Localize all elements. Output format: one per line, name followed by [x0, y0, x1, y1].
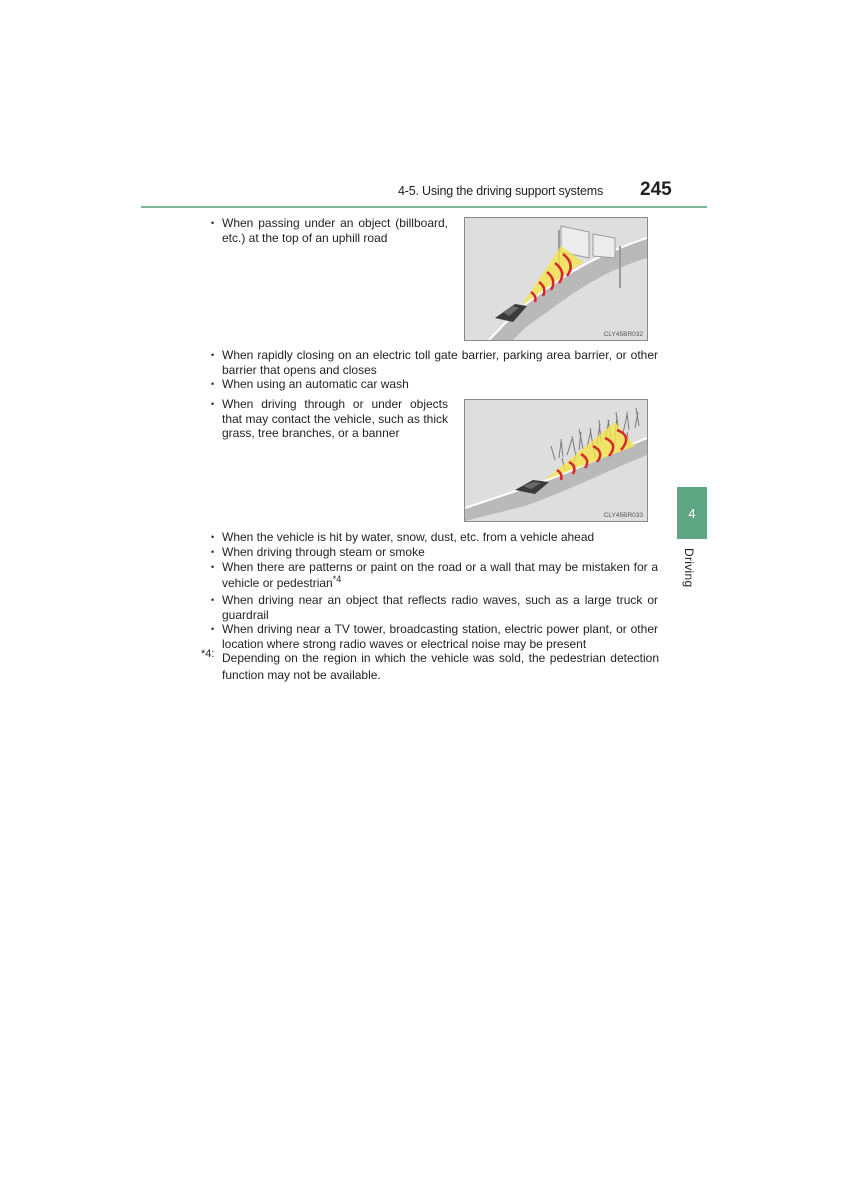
footnote-marker: *4:	[201, 648, 215, 660]
footnote-reference[interactable]: *4	[332, 574, 342, 584]
list-item-text: When there are patterns or paint on the road or a wall that may be mistaken for a vehicle or pedestrian	[222, 560, 658, 590]
list-item	[211, 216, 448, 245]
bullet: •	[211, 379, 215, 389]
footnote	[201, 650, 659, 684]
list-item-text: When driving near a TV tower, broadcasting station, electric power plant, or other location where strong radio waves or electrical noise may be present	[222, 622, 658, 651]
figure-code: CLY45BR032	[603, 331, 643, 338]
list-item-text: When driving near an object that reflects radio waves, such as a large truck or guardrail	[222, 593, 658, 622]
list-item-text: When rapidly closing on an electric toll gate barrier, parking area barrier, or other barrier that opens and closes	[222, 348, 658, 377]
bullet: •	[211, 399, 215, 409]
bullet: •	[211, 595, 215, 605]
section-title: 4-5. Using the driving support systems	[398, 184, 603, 198]
list-item	[211, 377, 658, 392]
chapter-label: Driving	[682, 548, 696, 588]
list-item	[211, 530, 658, 545]
list-item	[211, 545, 658, 560]
footnote-text: Depending on the region in which the vehicle was sold, the pedestrian detection function may not be available.	[222, 651, 659, 682]
bullet: •	[211, 532, 215, 542]
chapter-number: 4	[688, 505, 696, 521]
page-number: 245	[640, 179, 672, 200]
chapter-tab[interactable]	[677, 487, 707, 539]
list-item	[211, 559, 658, 591]
grass-road-drawing	[465, 400, 647, 521]
list-item	[211, 397, 448, 441]
list-item	[211, 348, 658, 377]
bullet: •	[211, 350, 215, 360]
bullet: •	[211, 218, 215, 228]
bullet: •	[211, 624, 215, 634]
list-item-text: When using an automatic car wash	[222, 377, 409, 391]
billboard-uphill-drawing	[465, 218, 647, 340]
list-item	[211, 593, 658, 622]
header-divider	[141, 206, 707, 208]
figure-code: CLY45BR033	[603, 512, 643, 519]
illustration-billboard-uphill	[464, 217, 648, 341]
list-item-text: When passing under an object (billboard, etc.) at the top of an uphill road	[222, 216, 448, 245]
list-item-text: When driving through or under objects that may contact the vehicle, such as thick grass, tree branches, or a banner	[222, 397, 448, 440]
list-item-text: When the vehicle is hit by water, snow, dust, etc. from a vehicle ahead	[222, 530, 595, 544]
list-item-text: When driving through steam or smoke	[222, 545, 425, 559]
bullet: •	[211, 547, 215, 557]
illustration-grass-road	[464, 399, 648, 522]
bullet: •	[211, 562, 215, 572]
list-item	[211, 622, 658, 651]
